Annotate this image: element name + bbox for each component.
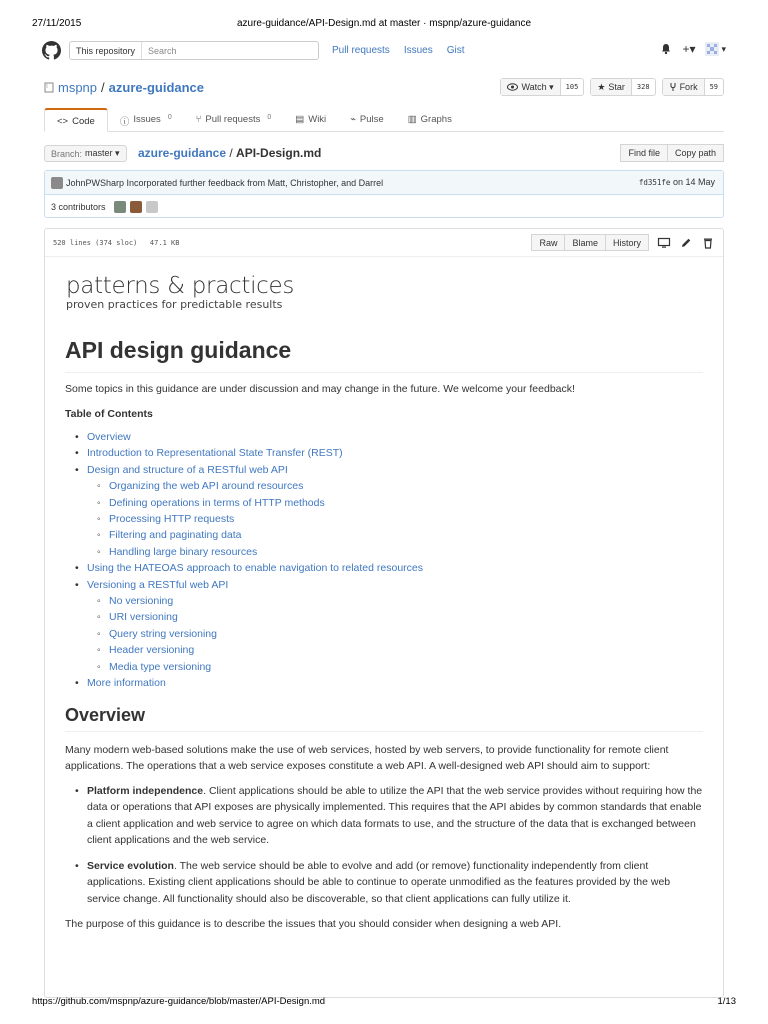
breadcrumb-separator: /	[226, 146, 237, 160]
github-header	[0, 36, 768, 66]
file-viewer	[44, 228, 724, 998]
repo-actions	[500, 78, 724, 96]
tab-graphs-label: Graphs	[420, 114, 452, 125]
pencil-icon[interactable]	[679, 236, 693, 250]
avatar-caret-icon: ▾	[721, 43, 726, 54]
toc-subitem	[97, 593, 703, 609]
tab-pulls-count: 0	[267, 114, 272, 121]
watch-count[interactable]: 105	[560, 79, 584, 95]
fork-icon	[669, 82, 677, 92]
tab-issues-label: Issues	[133, 114, 161, 125]
commit-sha-link[interactable]: fd351fe	[638, 178, 671, 187]
latest-commit	[45, 171, 723, 195]
toc-subitem	[97, 478, 703, 494]
print-page-number: 1/13	[717, 996, 736, 1007]
toc-item	[75, 462, 703, 560]
overview-heading: Overview	[65, 705, 703, 732]
toc-subitem	[97, 527, 703, 543]
patterns-practices-logo	[66, 273, 703, 311]
markdown-body	[45, 273, 723, 933]
bullet-title: Platform independence	[87, 784, 204, 797]
watch-button[interactable]	[500, 78, 584, 96]
toc-heading: Table of Contents	[65, 408, 153, 420]
commit-time: on 14 May	[672, 177, 715, 187]
notifications-bell-icon[interactable]	[660, 43, 672, 55]
create-new-icon[interactable]: +▾	[682, 42, 696, 56]
toc-sublist	[87, 593, 703, 675]
toc-link-no-versioning[interactable]: No versioning	[109, 595, 174, 608]
commit-author-link[interactable]: JohnPWSharp	[66, 177, 125, 188]
file-info: 520 lines (374 sloc) 47.1 KB	[53, 239, 180, 247]
print-date: 27/11/2015	[32, 18, 82, 29]
file-navigation	[44, 144, 724, 164]
repo-tabs	[44, 108, 724, 132]
contributor-avatar[interactable]	[146, 201, 158, 213]
toc-item	[75, 445, 703, 461]
search-scope-label: This repository	[70, 42, 142, 59]
fork-label: Fork	[679, 82, 698, 92]
toc-item	[75, 560, 703, 576]
purpose-paragraph: The purpose of this guidance is to describe the issues that you should consider when designing a web API.	[65, 918, 562, 930]
toc-subitem	[97, 544, 703, 560]
desktop-icon[interactable]	[657, 236, 671, 250]
graph-icon: ▥	[407, 114, 417, 125]
book-icon: ▤	[295, 114, 305, 125]
toc-sublist	[87, 478, 703, 560]
toc-link-overview[interactable]: Overview	[87, 431, 131, 443]
trash-icon[interactable]	[701, 236, 715, 250]
repo-name-link[interactable]: azure-guidance	[108, 80, 205, 95]
toc-link-http-requests[interactable]: Processing HTTP requests	[109, 513, 235, 526]
bullet-text: . Client applications should be able to utilize the API that the web service provides without requiring how the data or operations that API exposes are physically implemented. This requires that the API abides by common standards that enable a client application and web service to agree on which data formats to use, and the structure of the data that is exchanged between client applications and the web service.	[87, 784, 703, 846]
toc-link-query-versioning[interactable]: Query string versioning	[109, 627, 217, 640]
tab-pulse-label: Pulse	[359, 114, 384, 125]
toc-link-operations[interactable]: Defining operations in terms of HTTP methods	[109, 496, 325, 509]
code-icon: <>	[57, 116, 69, 127]
nav-issues[interactable]: Issues	[403, 45, 433, 56]
print-url: https://github.com/mspnp/azure-guidance/blob/master/API-Design.md	[32, 996, 326, 1007]
search-placeholder: Search	[148, 45, 177, 56]
toc-link-binary[interactable]: Handling large binary resources	[109, 545, 258, 558]
toc-subitem	[97, 642, 703, 658]
commit-message-link[interactable]: Incorporated further feedback from Matt, Christopher, and Darrel	[126, 177, 384, 188]
file-buttons	[531, 234, 649, 251]
intro-text: Some topics in this guidance are under discussion and may change in the future. We welcome your feedback!	[65, 383, 575, 395]
contributor-avatar[interactable]	[114, 201, 126, 213]
overview-paragraph: Many modern web-based solutions make the use of web services, hosted by web servers, to provide functionality for remote client applications. The operations that a web service exposes constitute a web API. A well-designed web API should aim to support:	[65, 743, 669, 772]
toc-link-filtering[interactable]: Filtering and paginating data	[109, 529, 242, 542]
watch-label: Watch ▾	[521, 81, 554, 92]
bullet-title: Service evolution	[87, 859, 174, 872]
user-avatar[interactable]	[705, 42, 726, 56]
tab-code[interactable]	[44, 108, 108, 132]
toc-subitem	[97, 659, 703, 675]
logo-subtitle: proven practices for predictable results	[66, 298, 283, 311]
contributors-row	[45, 195, 723, 218]
repo-title	[44, 80, 204, 95]
commit-meta	[639, 177, 715, 187]
bullet-service-evolution	[75, 858, 703, 908]
pull-request-icon: ⑂	[195, 114, 202, 125]
tab-graphs[interactable]	[396, 108, 464, 131]
tab-pulse[interactable]	[338, 108, 396, 131]
toc-link-more-info[interactable]: More information	[87, 677, 166, 690]
toc-subitem	[97, 511, 703, 527]
tab-pulls-label: Pull requests	[205, 114, 261, 125]
tab-issues[interactable]	[108, 108, 184, 131]
toc-link-hateoas[interactable]: Using the HATEOAS approach to enable navigation to related resources	[87, 562, 423, 575]
nav-gist[interactable]: Gist	[446, 45, 465, 56]
fork-button[interactable]	[662, 78, 724, 96]
logo-title: patterns & practices	[66, 273, 295, 299]
repo-icon	[44, 82, 54, 94]
eye-icon	[507, 83, 518, 91]
user-actions	[660, 42, 726, 56]
print-title: azure-guidance/API-Design.md at master · mspnp/azure-guidance	[236, 18, 532, 29]
toc-link-rest[interactable]: Introduction to Representational State Transfer (REST)	[87, 447, 343, 460]
toc-item	[75, 577, 703, 675]
toc-item	[75, 675, 703, 691]
tab-wiki-label: Wiki	[308, 114, 327, 125]
copy-path-button[interactable]: Copy path	[668, 144, 724, 162]
table-of-contents	[65, 429, 703, 692]
toc-link-media-type-versioning[interactable]: Media type versioning	[109, 660, 212, 673]
branch-prefix: Branch:	[51, 148, 83, 159]
path-buttons	[620, 144, 724, 162]
star-label: Star	[608, 82, 625, 92]
toc-subitem	[97, 495, 703, 511]
issue-icon: ⓘ	[119, 117, 130, 128]
breadcrumb-root-link[interactable]: azure-guidance	[138, 146, 227, 160]
github-logo-icon[interactable]	[42, 41, 61, 60]
star-icon: ★	[597, 81, 606, 92]
toc-item	[75, 429, 703, 445]
find-file-button[interactable]: Find file	[620, 144, 668, 162]
blame-button[interactable]: Blame	[565, 234, 606, 251]
repo-separator: /	[101, 80, 105, 95]
toc-link-design[interactable]: Design and structure of a RESTful web API	[87, 463, 288, 476]
raw-button[interactable]: Raw	[531, 234, 565, 251]
toc-subitem	[97, 626, 703, 642]
repo-header	[44, 76, 724, 100]
history-button[interactable]: History	[606, 234, 649, 251]
file-actions	[531, 234, 715, 251]
fork-count[interactable]: 59	[704, 79, 723, 95]
branch-name: master ▾	[85, 148, 120, 158]
file-header	[45, 229, 723, 257]
bullet-platform-independence	[75, 783, 703, 849]
toc-link-resources[interactable]: Organizing the web API around resources	[109, 480, 304, 493]
commit-author-avatar[interactable]	[51, 177, 63, 189]
tab-issues-count: 0	[167, 114, 172, 121]
repo-owner-link[interactable]: mspnp	[58, 80, 98, 95]
breadcrumb	[138, 146, 321, 160]
contributors-count[interactable]: 3 contributors	[51, 201, 106, 212]
tab-code-label: Code	[72, 116, 95, 127]
print-footer	[0, 996, 768, 1010]
print-header	[0, 14, 768, 30]
avatar-identicon-icon	[705, 42, 719, 56]
nav-pull-requests[interactable]: Pull requests	[332, 45, 390, 56]
bullet-text: . The web service should be able to evolve and add (or remove) functionality independently from client applications. Existing client applications should be able to continue to operate unmodified as the features provided by the web service change. All functionality should also be discoverable, so that client applications can fully utilize it.	[87, 859, 671, 905]
toc-link-header-versioning[interactable]: Header versioning	[109, 644, 195, 657]
toc-link-uri-versioning[interactable]: URI versioning	[109, 611, 178, 624]
top-nav	[332, 45, 465, 56]
star-count[interactable]: 328	[631, 79, 655, 95]
pulse-icon: ⌁	[350, 114, 356, 125]
branch-select[interactable]	[44, 145, 127, 162]
breadcrumb-file: API-Design.md	[236, 146, 322, 160]
search-input[interactable]	[69, 41, 319, 60]
document-title: API design guidance	[65, 337, 703, 373]
toc-subitem	[97, 609, 703, 625]
toc-link-versioning[interactable]: Versioning a RESTful web API	[87, 578, 229, 591]
tab-pull-requests[interactable]	[184, 108, 284, 131]
commit-tease	[44, 170, 724, 218]
contributor-avatar[interactable]	[130, 201, 142, 213]
overview-bullets	[65, 783, 703, 908]
star-button[interactable]	[590, 78, 655, 96]
tab-wiki[interactable]	[283, 108, 338, 131]
